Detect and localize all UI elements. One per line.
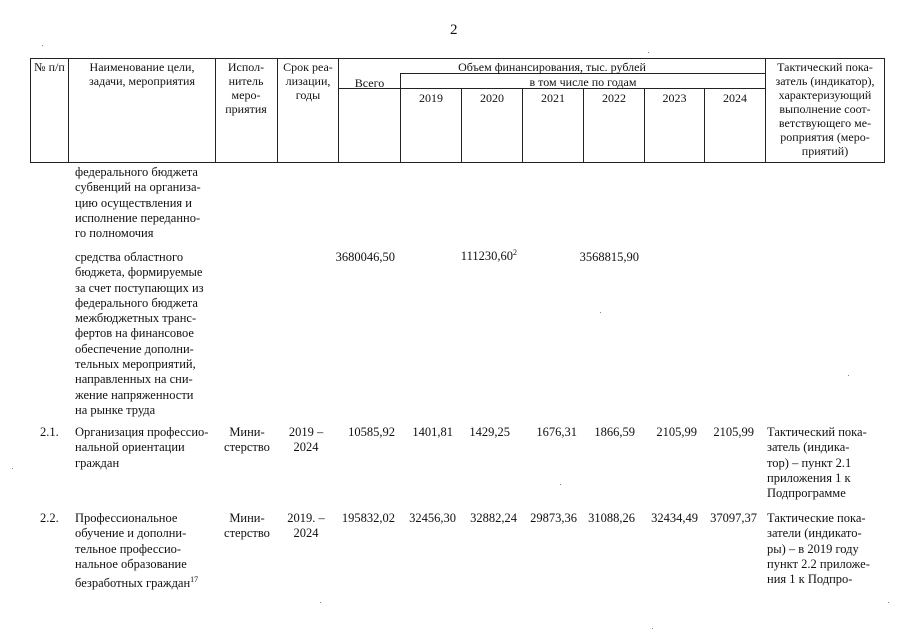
header-total: Всего [354, 76, 385, 90]
text-line: тельное профессио- [75, 541, 182, 556]
row-2-1-2021: 1676,31 [536, 425, 577, 439]
text-line: Подпрограмме [767, 486, 846, 501]
text-line: затели (индикато- [767, 526, 862, 541]
text-line: тельных мероприятий, [75, 357, 196, 372]
header-by-years: в том числе по годам [529, 75, 637, 89]
row-2-1-2019: 1401,81 [412, 425, 453, 439]
text-line: обеспечение дополни- [75, 341, 194, 356]
value-text: 111230,60 [460, 249, 513, 264]
row-2-1-total: 10585,92 [348, 425, 395, 439]
row-2-2-2024: 37097,37 [710, 511, 757, 525]
page-number: 2 [450, 22, 458, 38]
row-2-1-2020: 1429,25 [469, 425, 510, 439]
footnote-mark: 17 [190, 575, 199, 585]
header-col-name: Наименование цели, задачи, мероприятия [89, 60, 195, 88]
header-col-term: Срок реа- лизации, годы [283, 60, 333, 102]
text-line: за счет поступающих из [75, 280, 204, 295]
header-year-2019: 2019 [419, 91, 443, 105]
header-year-2021: 2021 [541, 91, 565, 105]
text-line: на рынке труда [75, 402, 156, 417]
text-line: жение напряженности [75, 387, 194, 402]
text-line: бюджета, формируемые [75, 265, 203, 280]
text-line-main: безработных граждан [75, 576, 191, 591]
text-line: субвенций на организа- [75, 180, 201, 195]
text-line: обучение и дополни- [75, 526, 187, 541]
footnote-mark: 2 [513, 248, 517, 257]
text-line: фертов на финансовое [75, 326, 194, 341]
row-2-1-executor: Мини- стерство [224, 425, 270, 455]
text-line: нальной ориентации [75, 440, 185, 455]
text-line: направленных на сни- [75, 372, 193, 387]
text-line: ния 1 к Подпро- [767, 572, 853, 587]
row-2-2-executor: Мини- стерство [224, 511, 270, 541]
row-2-1-number: 2.1. [40, 425, 59, 439]
text-line: исполнение переданно- [75, 210, 201, 225]
header-year-2023: 2023 [662, 91, 687, 105]
row-regional-funds-name [75, 250, 210, 418]
text-line: Организация профессио- [75, 425, 209, 439]
header-col-no: № п/п [34, 60, 65, 74]
text-line: нальное образование [75, 556, 187, 571]
row-2-2-2019: 32456,30 [409, 511, 456, 525]
text-line: тор) – пункт 2.1 [767, 455, 852, 470]
text-line: приложения 1 к [767, 470, 851, 485]
text-line: федерального бюджета [75, 165, 198, 179]
row-2-2-2020: 32882,24 [470, 511, 517, 525]
text-line: средства областного [75, 250, 184, 264]
header-col-indicator: Тактический пока- затель (индикатор), характеризующий выполнение соот- ветствующего ме- роприятия (меро- приятий) [775, 60, 875, 158]
text-line: Профессиональное [75, 511, 178, 525]
text-line: Тактические пока- [767, 511, 866, 525]
header-col-executor: Испол- нитель меро- приятия [225, 60, 267, 116]
row-2-2-number: 2.2. [40, 511, 59, 525]
header-year-2024: 2024 [723, 91, 747, 105]
header-year-2020: 2020 [480, 91, 504, 105]
header-year-2022: 2022 [602, 91, 626, 105]
row-2-2-2021: 29873,36 [530, 511, 577, 525]
row-2-2-name [75, 511, 210, 592]
row-2-2-2023: 32434,49 [651, 511, 698, 525]
row-regional-funds-2020 [461, 248, 517, 264]
row-2-2-2022: 31088,26 [588, 511, 635, 525]
row-2-1-name [75, 425, 210, 471]
row-2-1-2022: 1866,59 [594, 425, 635, 439]
text-line: затель (индика- [767, 440, 850, 455]
row-continuation-name [75, 165, 210, 241]
row-2-1-2023: 2105,99 [656, 425, 697, 439]
row-2-2-total: 195832,02 [341, 511, 395, 525]
text-line: пункт 2.2 приложе- [767, 556, 870, 571]
text-line: Тактический пока- [767, 425, 867, 439]
row-2-2-indicator [767, 511, 879, 587]
row-2-1-2024: 2105,99 [713, 425, 754, 439]
header-funding-title: Объем финансирования, тыс. рублей [458, 60, 646, 74]
text-line [75, 572, 210, 591]
row-regional-funds-total: 3680046,50 [335, 250, 395, 264]
text-line: цию осуществления и [75, 195, 192, 210]
text-line: межбюджетных транс- [75, 311, 197, 326]
row-2-1-indicator [767, 425, 879, 501]
text-line: го полномочия [75, 226, 154, 241]
text-line: федерального бюджета [75, 295, 198, 310]
row-regional-funds-2022: 3568815,90 [579, 250, 639, 264]
row-2-1-term: 2019 – 2024 [288, 425, 324, 455]
text-line: ры) – в 2019 году [767, 541, 859, 556]
text-line: граждан [75, 455, 120, 470]
row-2-2-term: 2019. – 2024 [287, 511, 325, 541]
